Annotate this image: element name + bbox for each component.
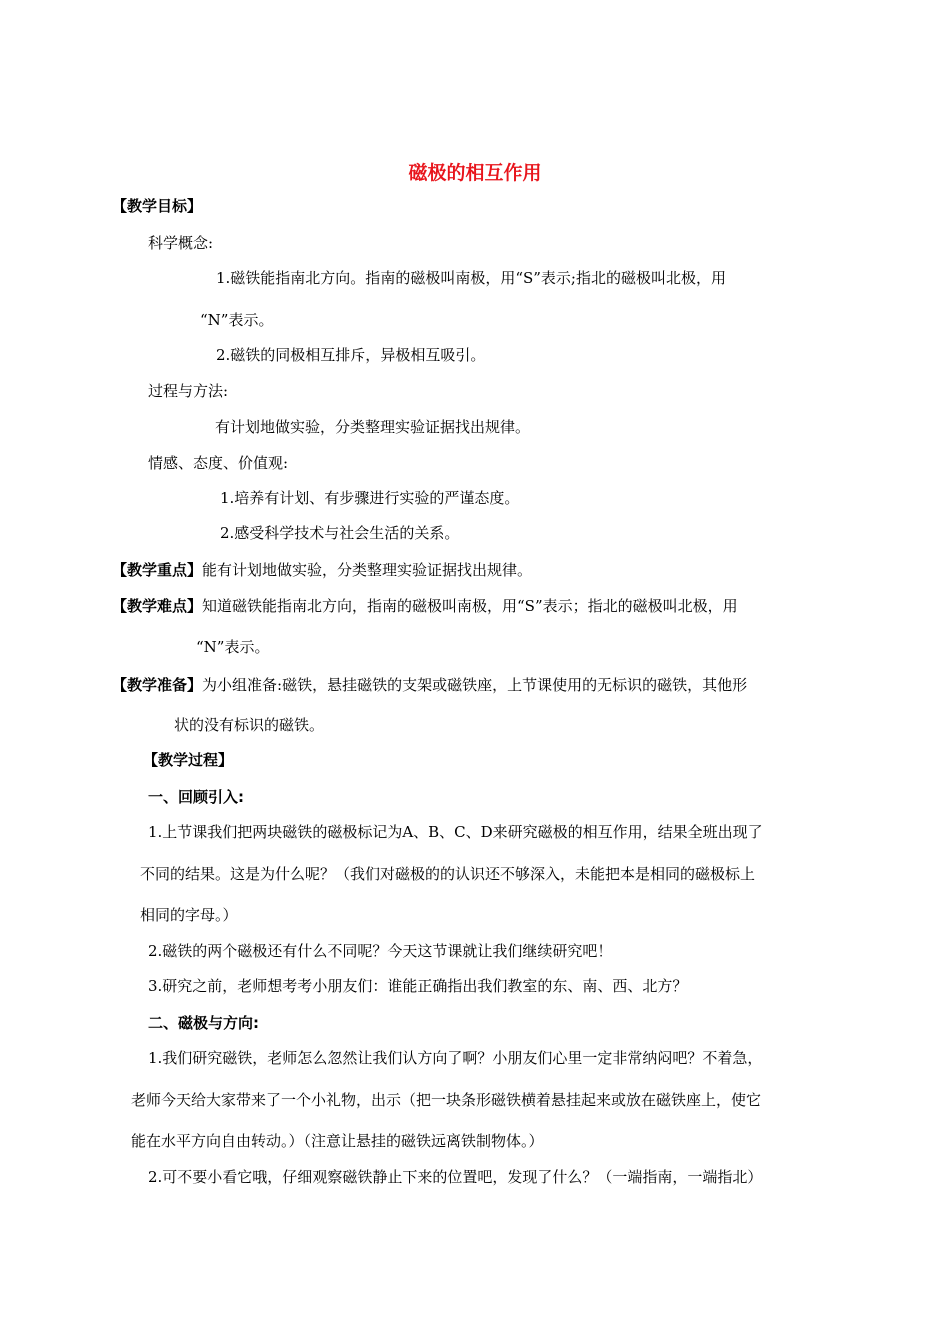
section1-heading: 一、回顾引入: (148, 788, 244, 806)
emotion-item2: 2.感受科学技术与社会生活的关系。 (220, 524, 460, 542)
preparation-heading: 【教学准备】 (112, 676, 203, 694)
section2-heading: 二、磁极与方向: (148, 1014, 259, 1032)
preparation-line1: 为小组准备:磁铁，悬挂磁铁的支架或磁铁座，上节课使用的无标识的磁铁，其他形 (202, 676, 748, 694)
difficulty-paragraph (112, 596, 738, 616)
key-point-heading: 【教学重点】 (112, 561, 203, 579)
preparation-paragraph (112, 675, 747, 695)
emotion-label: 情感、态度、价值观: (148, 454, 289, 472)
process-heading: 【教学过程】 (143, 751, 234, 769)
section1-p3: 3.研究之前，老师想考考小朋友们：谁能正确指出我们教室的东、南、西、北方？ (148, 977, 688, 995)
process-method-item: 有计划地做实验，分类整理实验证据找出规律。 (215, 418, 531, 436)
process-method-label: 过程与方法: (148, 382, 229, 400)
section2-p2: 2.可不要小看它哦，仔细观察磁铁静止下来的位置吧，发现了什么？（一端指南，一端指北） (148, 1168, 763, 1186)
document-title: 磁极的相互作用 (408, 162, 542, 184)
section2-p1-line1: 1.我们研究磁铁，老师怎么忽然让我们认方向了啊？小朋友们心里一定非常纳闷吧？不着急， (148, 1049, 763, 1067)
section1-p1-line3: 相同的字母。） (140, 906, 238, 924)
objectives-heading: 【教学目标】 (112, 197, 203, 215)
science-concept-item1-line2: “N”表示。 (200, 311, 274, 329)
section1-p1-line1: 1.上节课我们把两块磁铁的磁极标记为A、B、C、D来研究磁极的相互作用，结果全班出现了 (148, 823, 763, 841)
key-point-paragraph (112, 560, 532, 580)
science-concept-label: 科学概念: (148, 234, 214, 252)
science-concept-item1-line1: 1.磁铁能指南北方向。指南的磁极叫南极，用“S”表示;指北的磁极叫北极，用 (216, 269, 726, 287)
difficulty-line2: “N”表示。 (196, 638, 270, 656)
science-concept-item2: 2.磁铁的同极相互排斥，异极相互吸引。 (216, 346, 486, 364)
key-point-text: 能有计划地做实验，分类整理实验证据找出规律。 (202, 561, 533, 579)
section2-p1-line2: 老师今天给大家带来了一个小礼物，出示（把一块条形磁铁横着悬挂起来或放在磁铁座上，使它 (131, 1091, 762, 1109)
section1-p2: 2.磁铁的两个磁极还有什么不同呢？今天这节课就让我们继续研究吧！ (148, 942, 613, 960)
section1-p1-line2: 不同的结果。这是为什么呢？（我们对磁极的的认识还不够深入，未能把本是相同的磁极标上 (140, 865, 756, 883)
difficulty-line1: 知道磁铁能指南北方向，指南的磁极叫南极，用“S”表示；指北的磁极叫北极，用 (202, 597, 738, 615)
preparation-line2: 状的没有标识的磁铁。 (174, 716, 325, 734)
difficulty-heading: 【教学难点】 (112, 597, 203, 615)
section2-p1-line3: 能在水平方向自由转动。）（注意让悬挂的磁铁远离铁制物体。） (131, 1132, 544, 1150)
emotion-item1: 1.培养有计划、有步骤进行实验的严谨态度。 (220, 489, 520, 507)
